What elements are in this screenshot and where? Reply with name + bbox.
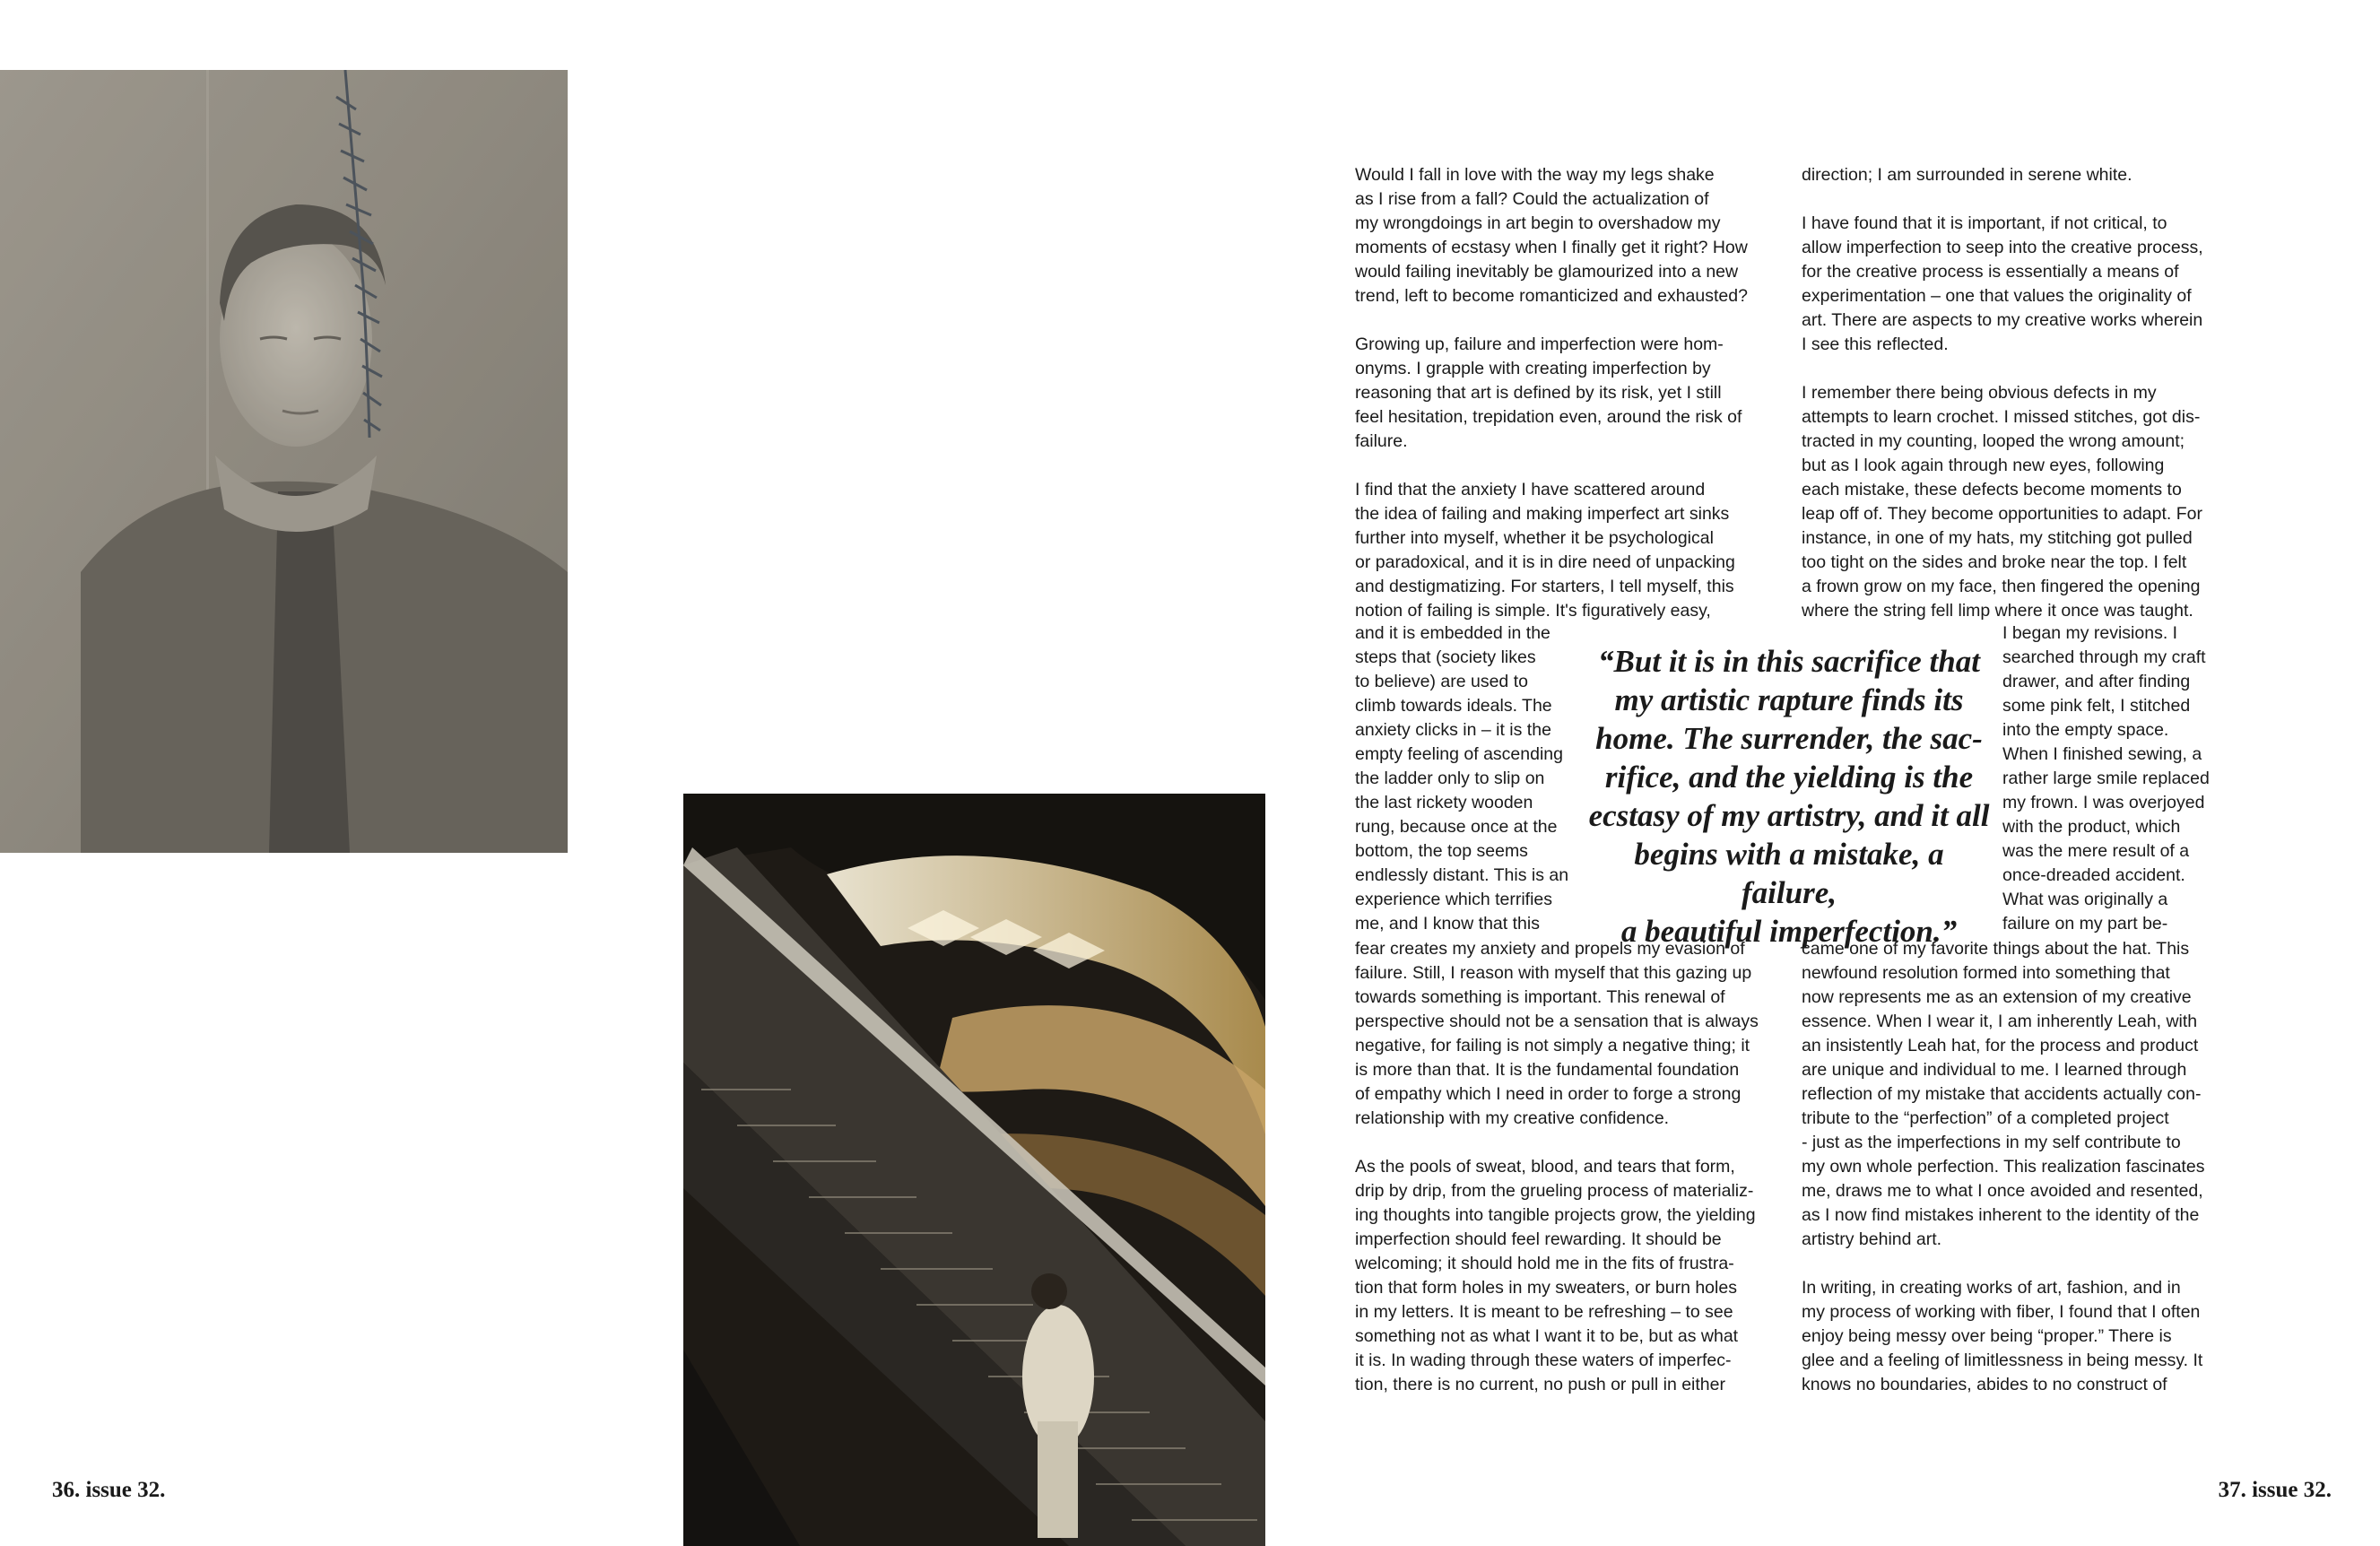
article-column-2: [1802, 163, 2241, 623]
paragraph: and it is embedded in the steps that (society likes to believe) are used to climb towards ideals. The anxiety clicks in – it is the empty feeling of ascending the ladder only to slip on the last rickety wooden rung, because once at the bottom, the top seems endlessly distant. This is an experience which terrifies me, and I know that this: [1355, 623, 1569, 934]
article-column-1-continued: [1355, 937, 1794, 1421]
paragraph: I remember there being obvious defects in my attempts to learn crochet. I missed stitches, got dis- tracted in my counting, looped the wrong amount; but as I look again through new eyes, following each mistake, these defects become moments to leap off of. They become opportunities to adapt. For instance, in one of my hats, my stitching got pulled too tight on the sides and broke near the top. I felt a frown grow on my face, then fingered the opening where the string fell limp where it once was taught.: [1802, 383, 2202, 621]
pull-quote: “But it is in this sacrifice that my artistic rapture finds its home. The surrender, the sac- rifice, and the yielding is the ecstasy of my artistry, and it all begins with a mistake, a failure, a beautiful imperfection.”: [1588, 644, 1990, 949]
page-number-left: 36. issue 32.: [52, 1478, 166, 1502]
page-number-right: 37. issue 32.: [2218, 1478, 2332, 1502]
paragraph: As the pools of sweat, blood, and tears that form, drip by drip, from the grueling process of materializ- ing thoughts into tangible projects grow, the yielding imperfection should feel rewarding. It should be welcoming; it should hold me in the fits of frustra- tion that form holes in my sweaters, or burn holes in my letters. It is meant to be refreshing – to see something not as what I want it to be, but as what it is. In wading through these waters of imperfec- tion, there is no current, no push or pull in either: [1355, 1157, 1756, 1394]
paragraph: direction; I am surrounded in serene white.: [1802, 165, 2132, 185]
article-wrap-left: [1355, 621, 1579, 936]
escalator-photo: [683, 794, 1265, 1546]
paragraph: I began my revisions. I searched through my craft drawer, and after finding some pink felt, I stitched into the empty space. When I finished sewing, a rather large smile replaced my frown. I was overjoyed with the product, which was the mere result of a once-dreaded accident. What was originally a failure on my part be-: [2002, 623, 2210, 934]
paragraph: In writing, in creating works of art, fashion, and in my process of working with fiber, I found that I often enjoy being messy over being “proper.” There is glee and a feeling of limitlessness in being messy. It knows no boundaries, abides to no construct of: [1802, 1278, 2203, 1394]
article-wrap-right: [2002, 621, 2236, 936]
article-column-1: [1355, 163, 1785, 623]
paragraph: Would I fall in love with the way my legs shake as I rise from a fall? Could the actualization of my wrongdoings in art begin to overshadow my moments of ecstasy when I finally get it right? How would failing inevitably be glamourized into a new trend, left to become romanticized and exhausted?: [1355, 165, 1748, 306]
paragraph: Growing up, failure and imperfection were hom- onyms. I grapple with creating imperfection by reasoning that art is defined by its risk, yet I still feel hesitation, trepidation even, around the risk of failure.: [1355, 334, 1742, 451]
paragraph: fear creates my anxiety and propels my evasion of failure. Still, I reason with myself that this gazing up towards something is important. This renewal of perspective should not be a sensation that is always negative, for failing is not simply a negative thing; it is more than that. It is the fundamental foundation of empathy which I need in order to forge a strong relationship with my creative confidence.: [1355, 939, 1759, 1128]
portrait-photo: [0, 70, 568, 853]
paragraph: I find that the anxiety I have scattered around the idea of failing and making imperfect art sinks further into myself, whether it be psychological or paradoxical, and it is in dire need of unpacking and destigmatizing. For starters, I tell myself, this notion of failing is simple. It's figuratively easy,: [1355, 480, 1735, 621]
article-column-2-continued: [1802, 937, 2241, 1421]
paragraph: I have found that it is important, if not critical, to allow imperfection to seep into the creative process, for the creative process is essentially a means of experimentation – one that values the originality of art. There are aspects to my creative works wherein I see this reflected.: [1802, 213, 2203, 354]
paragraph: came one of my favorite things about the hat. This newfound resolution formed into something that now represents me as an extension of my creative essence. When I wear it, I am inherently Leah, with an insistently Leah hat, for the process and product are unique and individual to me. I learned through reflection of my mistake that accidents actually con- tribute to the “perfection” of a completed project - just as the imperfections in my self contribute to my own whole perfection. This realization fascinates me, draws me to what I once avoided and resented, as I now find mistakes inherent to the identity of the artistry behind art.: [1802, 939, 2205, 1249]
